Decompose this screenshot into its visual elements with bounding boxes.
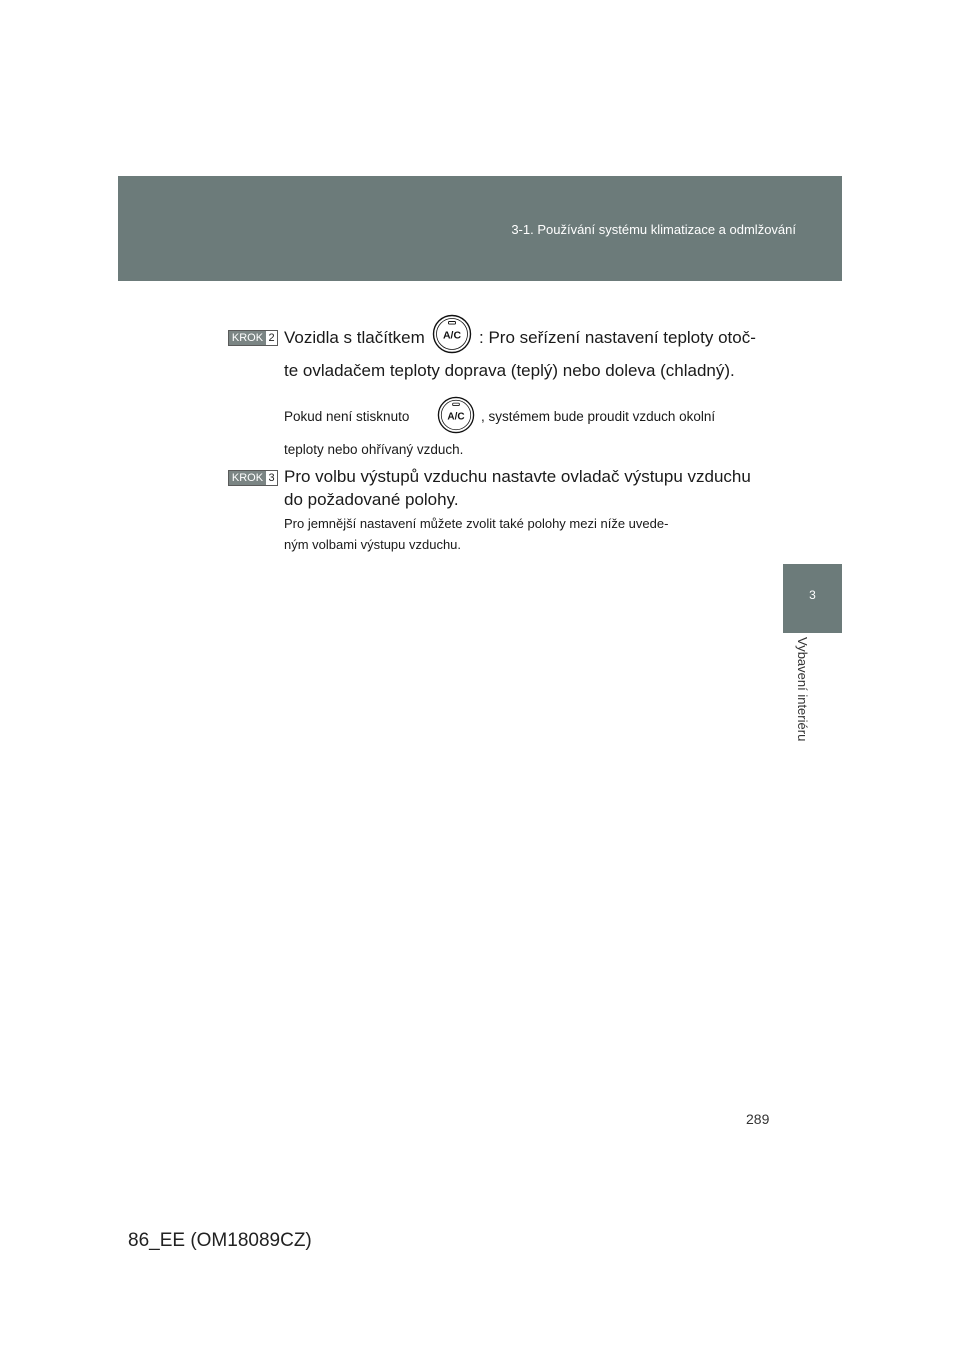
step-2-text-line2: te ovladačem teploty doprava (teplý) nebo doleva (chladný). xyxy=(284,361,735,380)
ac-button-label: A/C xyxy=(442,329,462,342)
step-badge-number: 3 xyxy=(268,472,275,484)
step-3-text-line2: do požadované polohy. xyxy=(284,490,459,509)
chapter-label: Vybavení interiéru xyxy=(795,637,810,742)
step-badge-word: KROK xyxy=(229,471,266,485)
section-header xyxy=(118,176,842,281)
document-code: 86_EE (OM18089CZ) xyxy=(128,1230,312,1251)
ac-button-icon xyxy=(432,314,472,354)
step-badge-word: KROK xyxy=(229,331,266,345)
section-title: 3-1. Používání systému klimatizace a odmlžování xyxy=(511,222,796,237)
chapter-tab xyxy=(783,564,842,633)
ac-button-icon xyxy=(437,396,475,434)
step-3-text-line1: Pro volbu výstupů vzduchu nastavte ovladač výstupu vzduchu xyxy=(284,467,751,486)
page-number: 289 xyxy=(746,1111,770,1127)
step-3-note-line2: ným volbami výstupu vzduchu. xyxy=(284,537,462,552)
step-2-badge xyxy=(228,330,278,346)
step-2-note-line2: teploty nebo ohřívaný vzduch. xyxy=(284,442,464,457)
step-badge-number: 2 xyxy=(268,332,275,344)
step-3-note-line1: Pro jemnější nastavení můžete zvolit také polohy mezi níže uvede- xyxy=(284,516,669,531)
step-2-note-end: , systémem bude proudit vzduch okolní xyxy=(481,409,716,424)
ac-button-label: A/C xyxy=(447,411,465,423)
chapter-number: 3 xyxy=(809,588,816,602)
step-2-text-end: : Pro seřízení nastavení teploty otoč- xyxy=(479,328,756,347)
step-2-text-start: Vozidla s tlačítkem xyxy=(284,328,425,347)
step-3-badge xyxy=(228,470,278,486)
step-2-note-start: Pokud není stisknuto xyxy=(284,409,410,424)
